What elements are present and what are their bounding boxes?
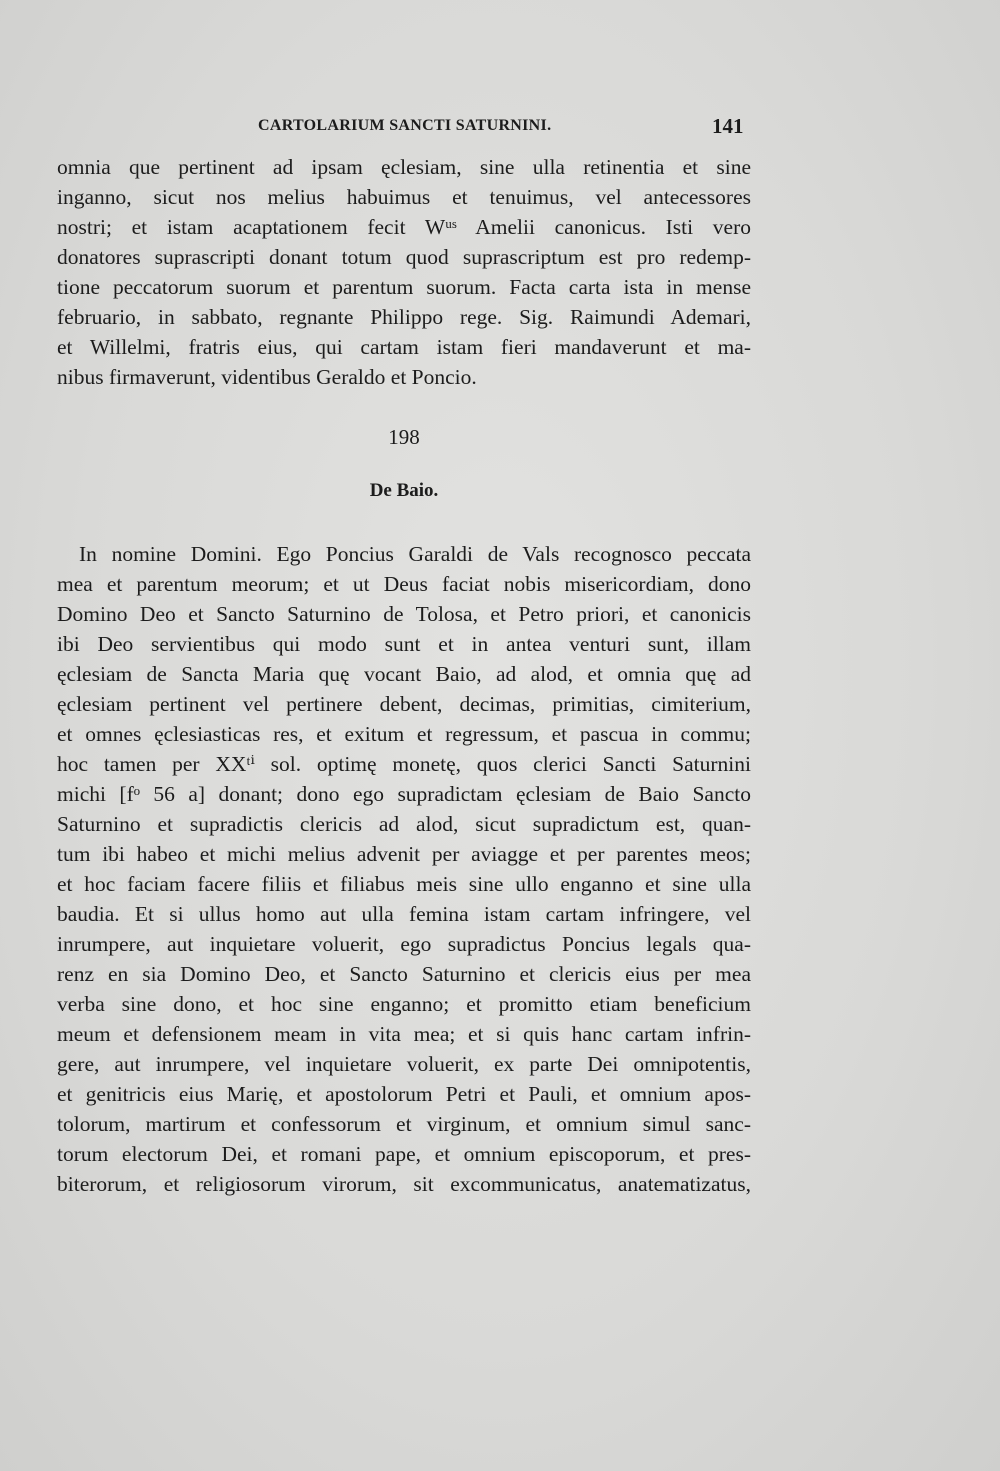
text-line: Saturnino et supradictis clericis ad alod, sicut supradictum est, quan- <box>57 812 751 836</box>
text-line: In nomine Domini. Ego Poncius Garaldi de Vals recognosco peccata <box>79 542 751 566</box>
text-line: biterorum, et religiosorum virorum, sit excommunicatus, anatematizatus, <box>57 1172 751 1196</box>
charter-text <box>57 539 751 1199</box>
text-line: februario, in sabbato, regnante Philippo rege. Sig. Raimundi Ademari, <box>57 305 751 329</box>
text-line: renz en sia Domino Deo, et Sancto Saturnino et clericis eius per mea <box>57 962 751 986</box>
text-line: ęclesiam de Sancta Maria quę vocant Baio, ad alod, et omnia quę ad <box>57 662 751 686</box>
charter-number: 198 <box>388 425 420 449</box>
text-line: inganno, sicut nos melius habuimus et tenuimus, vel antecessores <box>57 185 751 209</box>
text-line: donatores suprascripti donant totum quod suprascriptum est pro redemp- <box>57 245 751 269</box>
text-line: mea et parentum meorum; et ut Deus faciat nobis misericordiam, dono <box>57 572 751 596</box>
page-number: 141 <box>712 114 744 138</box>
text-line: et genitricis eius Marię, et apostolorum Petri et Pauli, et omnium apos- <box>57 1082 751 1106</box>
text-line: et omnes ęclesiasticas res, et exitum et regressum, et pascua in commu; <box>57 722 751 746</box>
text-line: hoc tamen per XXᵗⁱ sol. optimę monetę, quos clerici Sancti Saturnini <box>57 752 751 776</box>
text-line: ęclesiam pertinent vel pertinere debent, decimas, primitias, cimiterium, <box>57 692 751 716</box>
charter-title: De Baio. <box>369 480 439 501</box>
text-line: nibus firmaverunt, videntibus Geraldo et Poncio. <box>57 365 477 389</box>
text-line: torum electorum Dei, et romani pape, et omnium episcoporum, et pres- <box>57 1142 751 1166</box>
running-head: CARTOLARIUM SANCTI SATURNINI. <box>258 117 552 134</box>
text-line: gere, aut inrumpere, vel inquietare voluerit, ex parte Dei omnipotentis, <box>57 1052 751 1076</box>
continued-text <box>57 152 751 392</box>
text-line: et Willelmi, fratris eius, qui cartam istam fieri mandaverunt et ma- <box>57 335 751 359</box>
text-line: inrumpere, aut inquietare voluerit, ego supradictus Poncius legals qua- <box>57 932 751 956</box>
text-line: michi [fᵒ 56 a] donant; dono ego supradictam ęclesiam de Baio Sancto <box>57 782 751 806</box>
text-line: nostri; et istam acaptationem fecit Wᵘˢ Amelii canonicus. Isti vero <box>57 215 751 239</box>
text-line: meum et defensionem meam in vita mea; et si quis hanc cartam infrin- <box>57 1022 751 1046</box>
text-line: ibi Deo servientibus qui modo sunt et in antea venturi sunt, illam <box>57 632 751 656</box>
text-line: tum ibi habeo et michi melius advenit per aviagge et per parentes meos; <box>57 842 751 866</box>
text-line: Domino Deo et Sancto Saturnino de Tolosa, et Petro priori, et canonicis <box>57 602 751 626</box>
text-line: tione peccatorum suorum et parentum suorum. Facta carta ista in mense <box>57 275 751 299</box>
text-line: baudia. Et si ullus homo aut ulla femina istam cartam infringere, vel <box>57 902 751 926</box>
text-line: verba sine dono, et hoc sine enganno; et promitto etiam beneficium <box>57 992 751 1016</box>
text-line: tolorum, martirum et confessorum et virginum, et omnium simul sanc- <box>57 1112 751 1136</box>
text-line: et hoc faciam facere filiis et filiabus meis sine ullo enganno et sine ulla <box>57 872 751 896</box>
text-line: omnia que pertinent ad ipsam ęclesiam, sine ulla retinentia et sine <box>57 155 751 179</box>
